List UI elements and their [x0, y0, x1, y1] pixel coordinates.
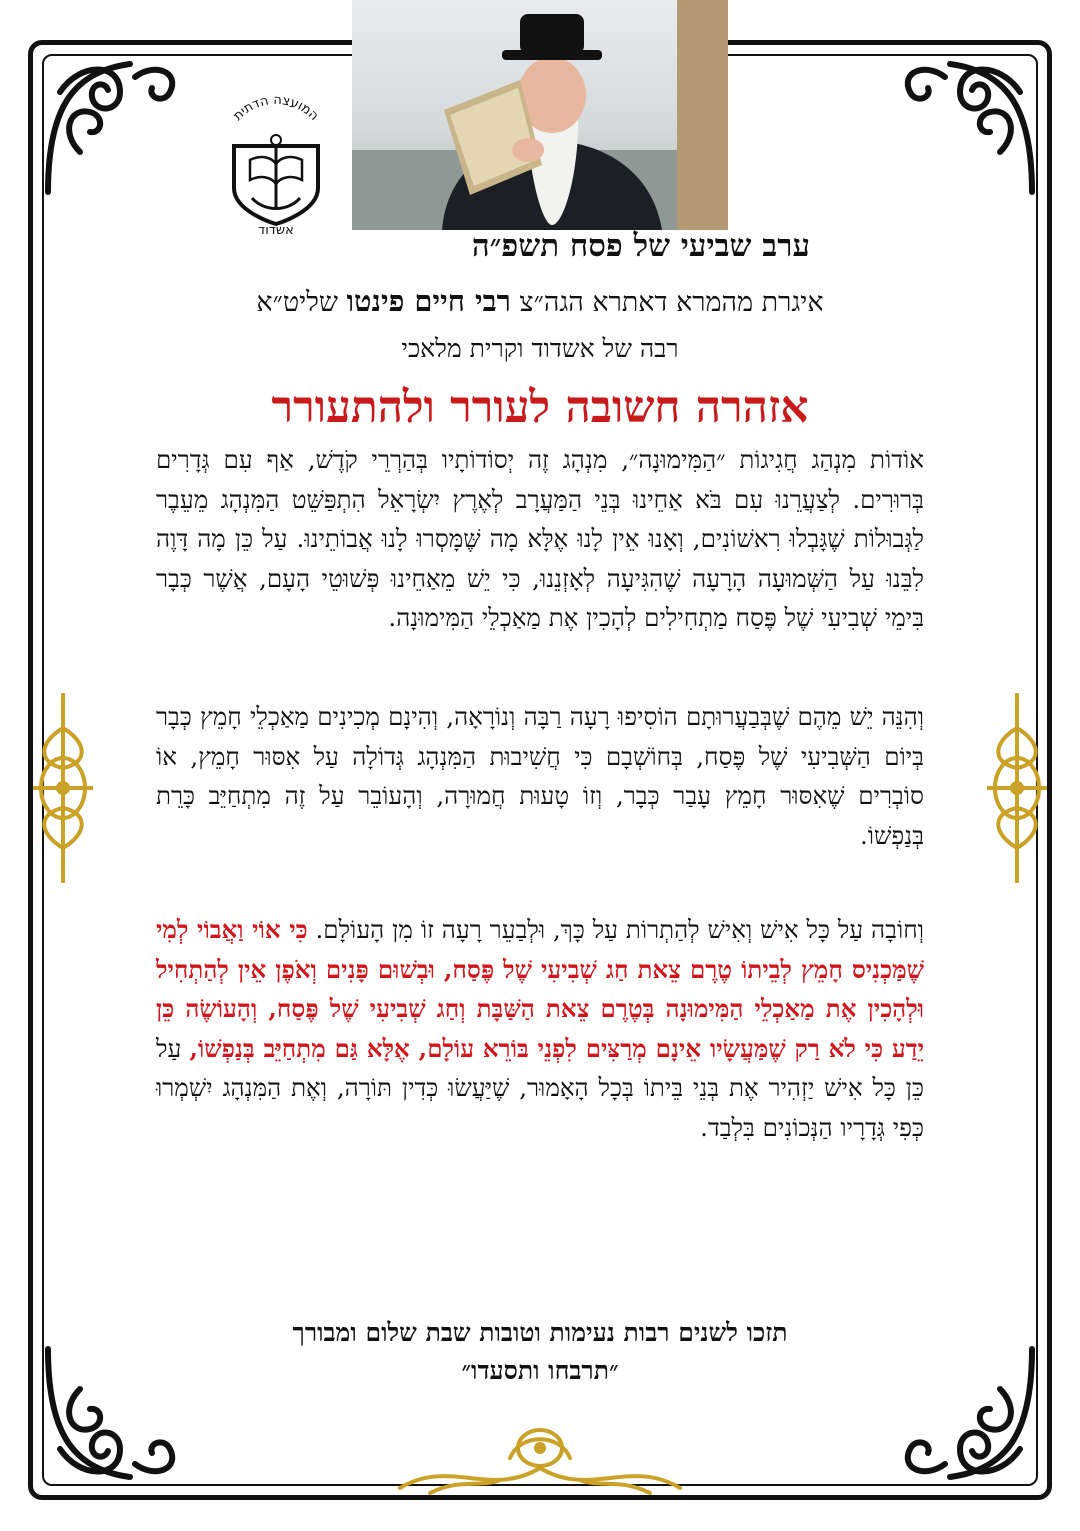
paragraph-1: אוֹדוֹת מִנְהַג חֲגִיגוֹת ״הַמִּימוּנָה״, מִנְהָג זֶה יְסוֹדוֹתָיו בְּהַרְרֵי קֹדֶשׁ, אַף עִם גְּדָרִים בְּרוּרִים. לְצַעֲרֵנוּ עִם בֹּא אַחֵינוּ בְּנֵי הַמַּעֲרָב לְאֶרֶץ יִשְׂרָאֵל הִתְפַּשֵּׁט הַמִּנְהָג מֵעֵבֶר לַגְּבוּלוֹת שֶׁגָּבְלוּ רִאשׁוֹנִים, וְאָנוּ אֵין לָנוּ אֶלָּא מָה שֶּׁמָּסְרוּ לָנוּ אֲבוֹתֵינוּ. עַל כֵּן מָה דָּוֶה לִבֵּנוּ עַל הַשְּׁמוּעָה הָרָעָה שֶׁהִגִּיעָה לְאָזְנֵנוּ, כִּי יֵשׁ מֵאַחֵינוּ פְּשׁוּטֵי הָעָם, אֲשֶׁר כְּבָר בִּימֵי שְׁבִיעִי שֶׁל פֶּסַח מַתְחִילִים לְהָכִין אֶת מַאַכְלֵי הַמִּימוּנָה.: [156, 445, 924, 632]
logo-arc-text: המועצה הדתית: [230, 92, 322, 124]
rabbi-title: רבה של אשדוד וקרית מלאכי: [401, 334, 679, 363]
subtitle-prefix: איגרת מהמרא דאתרא הגה״צ: [519, 287, 824, 318]
closing-blessing: תזכו לשנים רבות נעימות וטובות שבת שלום ומבורך: [292, 1318, 788, 1347]
religious-council-logo: [212, 88, 340, 238]
headline: אזהרה חשובה לעורר ולהתעורר: [271, 382, 809, 433]
subtitle: [120, 284, 960, 319]
logo-city-text: אשדוד: [258, 223, 294, 238]
paragraph-3: [156, 910, 924, 1147]
paragraph-3-end: עַל כֵּן כָּל אִישׁ יַזְהִיר אֶת בְּנֵי בֵּיתוֹ בְּכָל הָאָמוּר, שֶׁיַּעֲשׂוּ כְּדִין תּוֹרָה, וְאֶת הַמִּנְהָג יִשְׁמְרוּ כְּפִי גְּדָרָיו הַנְּכוֹנִים בִּלְבַד.: [156, 1033, 924, 1142]
corner-flourish: [890, 52, 1040, 202]
gold-ornament-bottom: [390, 1418, 690, 1508]
paragraph-3-warning: כִּי אוֹי וַאֲבוֹי לְמִי שֶׁמַּכְנִיס חָמֵץ לְבֵיתוֹ טֶרֶם צֵאת חַג שְׁבִיעִי שֶׁל פֶּסַח, וּבְשׁוּם פָּנִים וְאֹפֶן אֵין לְהַתְחִיל וּלְהָכִין אֶת מַאַכְלֵי הַמִּימוּנָה בְּטֶרֶם צֵאת הַשַּׁבָּת וְחַג שְׁבִיעִי שֶׁל פֶּסַח, וְהָעוֹשֶׂה כֵּן יֵדַע כִּי לֹא רַק שֶׁמַּעֲשָׂיו אֵינָם מְרַצִּים לִפְנֵי בּוֹרֵא עוֹלָם, אֶלָּא גַּם מִתְחַיֵּב בְּנַפְשׁוֹ,: [156, 915, 924, 1063]
rabbi-photo: [352, 0, 728, 230]
subtitle-suffix: שליט״א: [256, 287, 338, 318]
closing-greeting: ״תרבחו ותסעדו״: [461, 1356, 619, 1385]
rabbi-name: רבי חיים פינטו: [346, 284, 511, 318]
date-title: ערב שביעי של פסח תשפ״ה: [471, 228, 810, 264]
paragraph-2: וְהִנֵּה יֵשׁ מֵהֶם שֶׁבְּבַעֲרוּתָם הוֹסִיפוּ רָעָה רַבָּה וְנוֹרָאָה, וְהִינָם מְכִינִים מַאַכְלֵי חָמֵץ כְּבָר בְּיוֹם הַשְּׁבִיעִי שֶׁל פֶּסַח, בְּחוֹשְׁבָם כִּי חֲשִׁיבוּת הַמִּנְהָג גְּדוֹלָה עַל אִסּוּר חָמֵץ, אוֹ סוֹבְרִים שֶׁאִסּוּר חָמֵץ עָבַר כְּבָר, וְזוֹ טָעוּת חֲמוּרָה, וְהָעוֹבֵר עַל זֶה מִתְחַיֵּב כָּרֵת בְּנַפְשׁוֹ.: [156, 702, 924, 850]
gold-ornament-left: [28, 688, 98, 888]
paragraph-3-start: וְחוֹבָה עַל כָּל אִישׁ וְאִישׁ לְהַתְרוֹת עַל כָּךְ, וּלְבַעֵר רָעָה זוֹ מִן הָעוֹלָם.: [315, 915, 924, 944]
corner-flourish: [40, 52, 190, 202]
gold-ornament-right: [982, 688, 1052, 888]
rabbi-illustration: [352, 0, 728, 230]
